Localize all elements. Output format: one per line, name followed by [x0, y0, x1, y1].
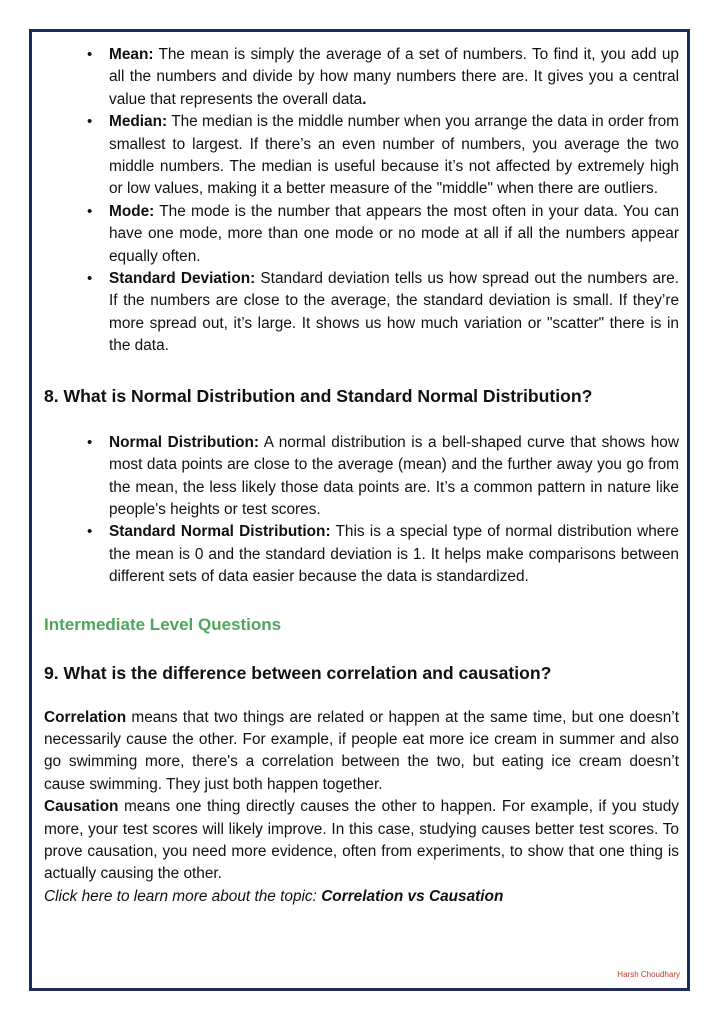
definition-normal-distribution: A normal distribution is a bell-shaped curve that shows how most data points are close to the average (mean) and the further away you go from the mean, the less likely those data points are. It’s a common pattern in nature like people's heights or test scores. — [109, 433, 679, 518]
causation-paragraph — [44, 796, 679, 886]
definition-mean-period: . — [362, 90, 367, 108]
list-item-mean — [109, 44, 679, 111]
term-causation: Causation — [44, 798, 119, 816]
page-content — [44, 44, 679, 908]
statistics-terms-list — [44, 44, 679, 358]
definition-median: The median is the middle number when you arrange the data in order from smallest to largest. If there’s an even number of numbers, you average the two middle numbers. The median is useful because it’s not affected by extremely high or low values, making it a better measure of the "middle" when there are outliers. — [109, 113, 679, 198]
distribution-terms-list — [44, 432, 679, 589]
definition-correlation: means that two things are related or happen at the same time, but one doesn’t necessarily cause the other. For example, if people eat more ice cream in summer and also go swimming more, there's a correlation between the two, but eating ice cream doesn’t cause swimming. They just both happen together. — [44, 708, 679, 793]
correlation-vs-causation-link[interactable]: Correlation vs Causation — [321, 887, 504, 905]
term-median: Median: — [109, 113, 168, 131]
question-8-heading: 8. What is Normal Distribution and Standard Normal Distribution? — [44, 385, 593, 406]
definition-standard-deviation: Standard deviation tells us how spread out the numbers are. If the numbers are close to the average, the standard deviation is small. If they’re more spread out, it’s large. It shows us how much variation or "scatter" there is in the data. — [109, 270, 679, 355]
term-standard-deviation: Standard Deviation: — [109, 270, 256, 288]
list-item-normal-distribution — [109, 432, 679, 522]
list-item-mode — [109, 201, 679, 268]
definition-mode: The mode is the number that appears the most often in your data. You can have one mode, more than one mode or no mode at all if all the numbers appear equally often. — [109, 202, 679, 265]
correlation-paragraph — [44, 707, 679, 797]
learn-more-prefix: Click here to learn more about the topic: — [44, 887, 322, 905]
intermediate-level-heading: Intermediate Level Questions — [44, 614, 282, 634]
term-normal-distribution: Normal Distribution: — [109, 433, 260, 451]
term-standard-normal-distribution: Standard Normal Distribution: — [109, 523, 331, 541]
learn-more-line — [44, 886, 679, 908]
term-correlation: Correlation — [44, 708, 127, 726]
definition-mean: The mean is simply the average of a set of numbers. To find it, you add up all the numbers and divide by how many numbers there are. It gives you a central value that represents the overall data — [109, 46, 679, 108]
definition-standard-normal-distribution: This is a special type of normal distribution where the mean is 0 and the standard deviation is 1. It helps make comparisons between different sets of data easier because the data is standardized. — [109, 523, 679, 586]
term-mean: Mean: — [109, 46, 154, 63]
list-item-standard-normal-distribution — [109, 521, 679, 588]
footer-author: Harsh Choudhary — [617, 970, 680, 979]
list-item-median — [109, 111, 679, 201]
list-item-standard-deviation — [109, 268, 679, 358]
question-9-heading: 9. What is the difference between correlation and causation? — [44, 662, 552, 683]
definition-causation: means one thing directly causes the other to happen. For example, if you study more, your test scores will likely improve. In this case, studying causes better test scores. To prove causation, you need more evidence, often from experiments, to show that one thing is actually causing the other. — [44, 798, 679, 883]
term-mode: Mode: — [109, 202, 155, 220]
